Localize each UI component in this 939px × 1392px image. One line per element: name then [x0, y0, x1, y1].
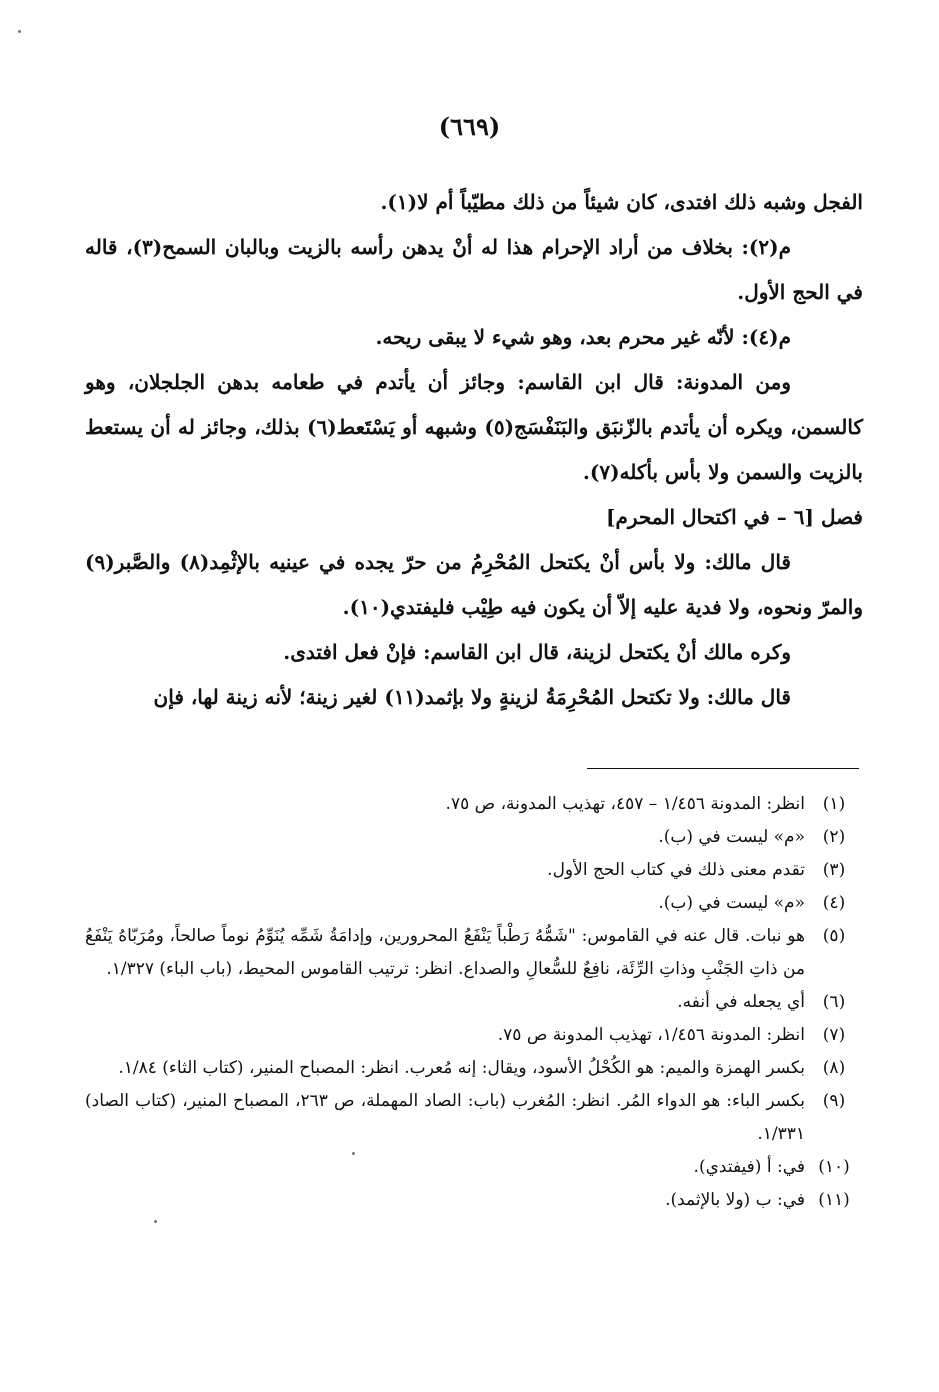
footnote — [85, 821, 863, 854]
footnote-number: (١١) — [818, 1190, 850, 1210]
paragraph: م(٤): لأنّه غير محرم بعد، وهو شيء لا يبقى ريحه. — [375, 325, 791, 349]
footnote — [85, 788, 863, 821]
paragraph-continuation: الفجل وشبه ذلك افتدى، كان شيئاً من ذلك مطيّباً أم لا(١). — [380, 190, 863, 214]
footnote — [85, 920, 863, 986]
footnote-text: هو نبات. قال عنه في القاموس: "شَمُّهُ رَطْباً يَنْفَعُ المحرورين، وإدامَةُ شَمِّه يُنَوِّمُ نوماً صالحاً، ومُرَبّاهُ يَنْفَعُ من ذاتِ الجَنْبِ وذاتِ الرِّئَة، نافِعٌ للسُّعالِ والصداع. انظر: ترتيب القاموس المحيط، (باب الباء) ١/٣٢٧. — [85, 926, 805, 979]
footnote — [85, 887, 863, 920]
paragraph: قال مالك: ولا تكتحل المُحْرِمَةُ لزينةٍ ولا بإثمد(١١) لغير زينة؛ لأنه زينة لها، فإن — [153, 685, 791, 709]
scan-speck — [18, 30, 21, 33]
footnote-number: (٩) — [822, 1091, 846, 1111]
footnote-divider — [587, 768, 859, 769]
footnotes — [85, 788, 863, 1217]
footnote — [85, 854, 863, 887]
footnote — [85, 1085, 863, 1151]
footnote-number: (٧) — [822, 1025, 846, 1045]
scan-speck — [154, 1220, 157, 1223]
footnote-number: (٨) — [822, 1058, 846, 1078]
footnote-text: تقدم معنى ذلك في كتاب الحج الأول. — [547, 860, 805, 880]
footnote — [85, 1019, 863, 1052]
footnote-text: بكسر الهمزة والميم: هو الكُحْلُ الأسود، ويقال: إنه مُعرب. انظر: المصباح المنير، (كتاب الثاء) ١/٨٤. — [118, 1058, 805, 1078]
paragraph: وكره مالك أنْ يكتحل لزينة، قال ابن القاسم: فإنْ فعل افتدى. — [283, 640, 791, 664]
footnote-number: (٣) — [822, 860, 846, 880]
footnote-number: (٦) — [822, 992, 846, 1012]
footnote-number: (٥) — [822, 926, 846, 946]
paragraph: قال مالك: ولا بأس أنْ يكتحل المُحْرِمُ من حرّ يجده في عينيه بالإثْمِد(٨) والصَّبر(٩) والمرّ ونحوه، ولا فدية عليه إلاّ أن يكون فيه طِيْب فليفتدي(١٠). — [85, 550, 863, 619]
footnote-number: (١٠) — [818, 1157, 850, 1177]
footnote — [85, 1184, 863, 1217]
footnote-number: (٢) — [822, 827, 846, 847]
footnote-text: في: أ (فيفتدي). — [693, 1157, 805, 1177]
footnote-text: انظر: المدونة ١/٤٥٦، تهذيب المدونة ص ٧٥. — [497, 1025, 805, 1045]
footnote-number: (١) — [822, 794, 846, 814]
footnote — [85, 1052, 863, 1085]
paragraph: م(٢): بخلاف من أراد الإحرام هذا له أنْ يدهن رأسه بالزيت وبالبان السمح(٣)، قاله في الحج الأول. — [85, 235, 863, 304]
footnote-text: بكسر الباء: هو الدواء المُر. انظر: المُغرب (باب: الصاد المهملة، ص ٢٦٣، المصباح المنير، (كتاب الصاد) ١/٣٣١. — [85, 1091, 805, 1144]
scan-speck — [352, 1152, 355, 1155]
main-text — [85, 180, 863, 720]
footnote-text: في: ب (ولا بالإثمد). — [665, 1190, 805, 1210]
footnote-text: أي يجعله في أنفه. — [677, 992, 805, 1012]
page-number: (٦٦٩) — [438, 112, 501, 141]
footnote — [85, 986, 863, 1019]
paragraph: ومن المدونة: قال ابن القاسم: وجائز أن يأتدم في طعامه بدهن الجلجلان، وهو كالسمن، ويكره أن يأتدم بالزّنبَق والبَنَفْسَج(٥) وشبهه أو يَسْتَعط(٦) بذلك، وجائز له أن يستعط بالزيت والسمن ولا بأس بأكله(٧). — [85, 370, 863, 484]
footnote-text: «م» ليست في (ب). — [658, 827, 805, 847]
footnote-text: انظر: المدونة ١/٤٥٦ – ٤٥٧، تهذيب المدونة، ص ٧٥. — [445, 794, 805, 814]
footnote-text: «م» ليست في (ب). — [658, 893, 805, 913]
footnote-number: (٤) — [822, 893, 846, 913]
section-heading: فصل [٦ – في اكتحال المحرم] — [606, 505, 863, 529]
footnote — [85, 1151, 863, 1184]
